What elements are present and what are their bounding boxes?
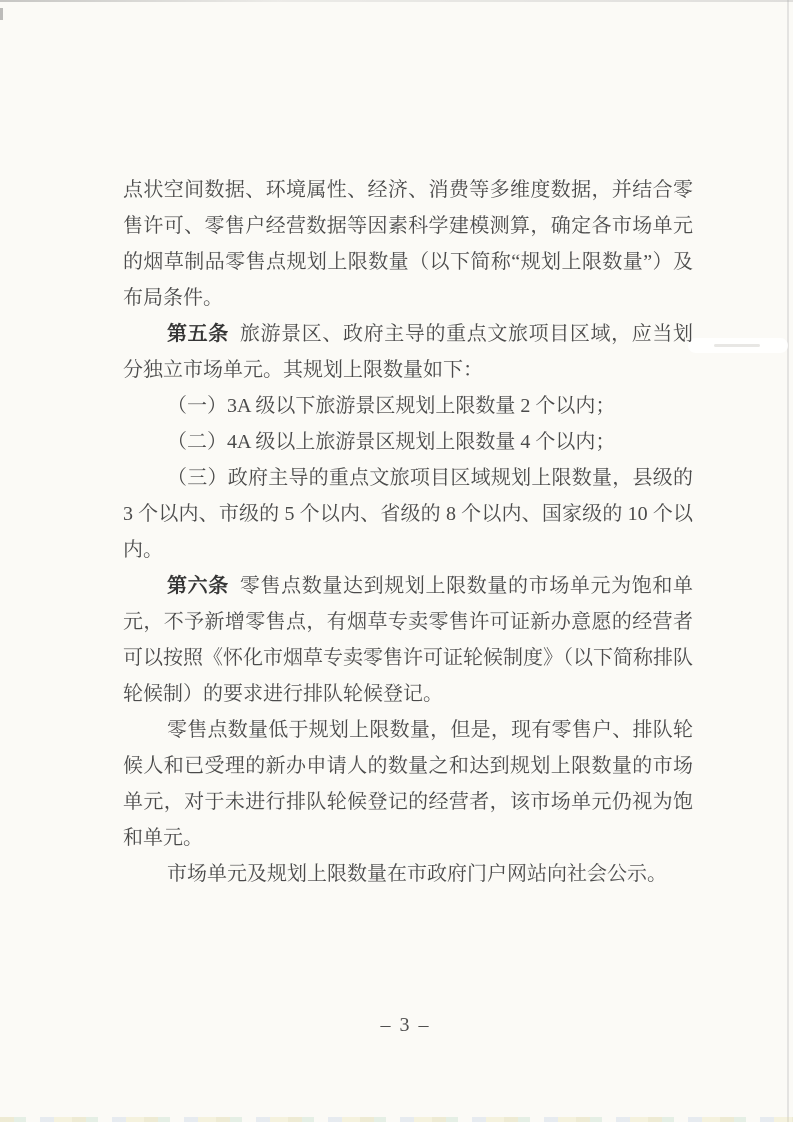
article-5-text: 旅游景区、政府主导的重点文旅项目区域，应当划分独立市场单元。其规划上限数量如下： xyxy=(123,323,693,381)
paragraph-item-2: （二）4A 级以上旅游景区规划上限数量 4 个以内； xyxy=(167,431,616,453)
article-6-number: 第六条 xyxy=(167,575,229,597)
scan-bottom-noise-artifact xyxy=(0,1117,793,1122)
article-5-number: 第五条 xyxy=(167,323,229,345)
article-6-text: 零售点数量达到规划上限数量的市场单元为饱和单元，不予新增零售点，有烟草专卖零售许可证新办意愿的经营者可以按照《怀化市烟草专卖零售许可证轮候制度》（以下简称排队轮候制）的要求进行排队轮候登记。 xyxy=(123,575,693,705)
page-number: – 3 – xyxy=(380,1014,431,1036)
document-body xyxy=(123,172,693,892)
paragraph-item-3: （三）政府主导的重点文旅项目区域规划上限数量，县级的 3 个以内、市级的 5 个以内、省级的 8 个以内、国家级的 10 个以内。 xyxy=(123,467,693,561)
paragraph-item-1: （一）3A 级以下旅游景区规划上限数量 2 个以内； xyxy=(167,395,616,417)
scan-right-edge-artifact xyxy=(787,0,789,1122)
paragraph-article-5 xyxy=(123,316,693,388)
scan-left-edge-mark xyxy=(0,8,3,20)
paragraph-public-notice: 市场单元及规划上限数量在市政府门户网站向社会公示。 xyxy=(167,863,667,885)
paragraph-article-6 xyxy=(123,568,693,712)
paragraph-continuation: 点状空间数据、环境属性、经济、消费等多维度数据，并结合零售许可、零售户经营数据等因素科学建模测算，确定各市场单元的烟草制品零售点规划上限数量（以下简称“规划上限数量”）及布局条件。 xyxy=(123,179,693,309)
scan-top-edge-artifact xyxy=(0,0,793,2)
scan-smudge-artifact xyxy=(714,344,760,347)
paragraph-queue-rule: 零售点数量低于规划上限数量，但是，现有零售户、排队轮候人和已受理的新办申请人的数量之和达到规划上限数量的市场单元，对于未进行排队轮候登记的经营者，该市场单元仍视为饱和单元。 xyxy=(123,719,693,849)
